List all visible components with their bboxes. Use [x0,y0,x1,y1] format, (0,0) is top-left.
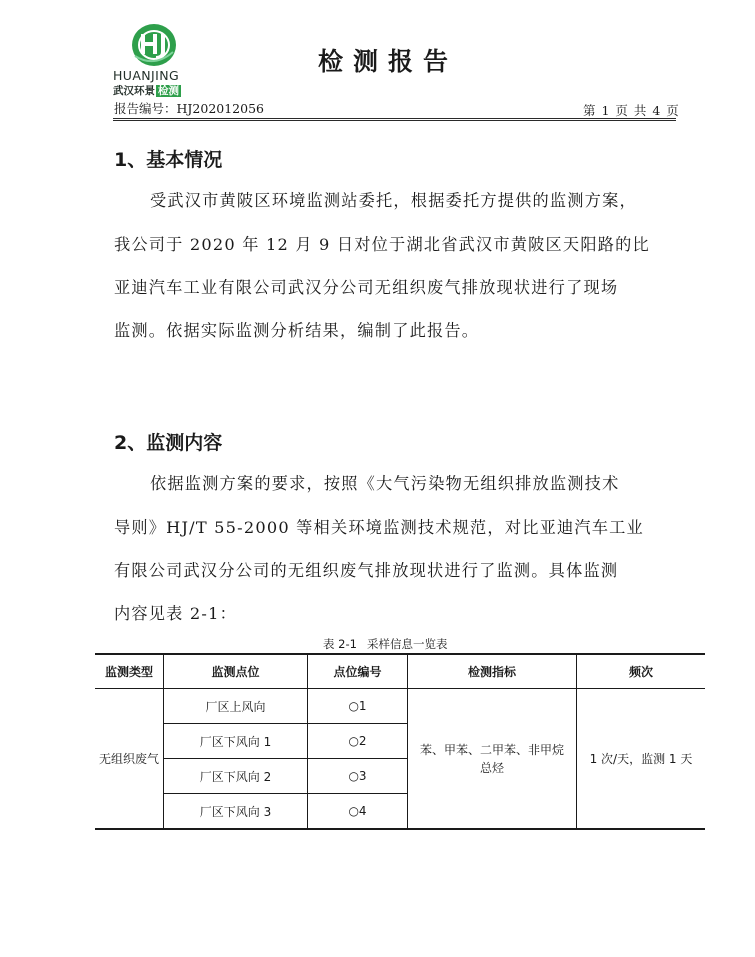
report-number: 报告编号：HJ202012056 [114,101,264,116]
header-divider [113,118,676,119]
table-cell-point: 厂区下风向 3 [199,804,272,819]
table-cell-indicators [408,689,576,828]
table-cell-point: 厂区下风向 1 [199,734,272,749]
table-header-cell: 监测点位 [211,665,260,679]
table-cell-point-code: ○4 [348,804,367,818]
logo-chinese-name [113,83,203,98]
paragraph-line: 受武汉市黄陂区环境监测站委托，根据委托方提供的监测方案， [150,191,637,210]
table-header-cell: 检测指标 [467,665,516,679]
logo-chinese-main: 武汉环景 [113,85,155,97]
hj-logo-icon [129,22,179,68]
section-heading-content: 2、监测内容 [114,432,223,454]
header-divider-second [113,120,676,121]
paragraph-line: 监测。依据实际监测分析结果，编制了此报告。 [114,321,480,340]
table-cell-frequency: 1 次/天，监测 1 天 [589,752,693,766]
section-heading-basic: 1、基本情况 [114,149,223,171]
table-cell-point: 厂区上风向 [205,699,266,714]
table-cell-point-code: ○2 [348,734,367,748]
paragraph-line: 有限公司武汉分公司的无组织废气排放现状进行了监测。具体监测 [114,561,619,580]
table-cell-point: 厂区下风向 2 [199,769,272,784]
company-logo [113,22,201,98]
table-caption-number: 表 2-1 [323,637,357,651]
table-cell-point-code: ○1 [348,699,367,713]
logo-chinese-accent: 检测 [158,85,179,97]
table-caption-title: 采样信息一览表 [366,637,448,651]
table-caption [323,636,447,652]
paragraph-line: 导则》HJ/T 55-2000 等相关环境监测技术规范，对比亚迪汽车工业 [114,518,644,537]
table-header-cell: 频次 [628,665,653,679]
paragraph-line: 依据监测方案的要求，按照《大气污染物无组织排放监测技术 [150,474,620,493]
table-cell-point-code: ○3 [348,769,367,783]
indicator-line: 苯、甲苯、二甲苯、非甲烷 [419,742,564,757]
table-header-cell: 点位编号 [333,665,382,679]
logo-english-name: HUANJING [113,68,180,83]
paragraph-line: 我公司于 2020 年 12 月 9 日对位于湖北省武汉市黄陂区天阳路的比 [114,235,650,254]
paragraph-line: 内容见表 2-1： [114,604,237,623]
table-header-cell: 监测类型 [104,665,153,679]
page-number: 第 1 页 共 4 页 [583,103,679,118]
indicator-line: 总烃 [479,760,504,775]
document-title: 检测报告 [318,47,459,76]
table-cell-monitoring-type: 无组织废气 [98,752,159,766]
paragraph-line: 亚迪汽车工业有限公司武汉分公司无组织废气排放现状进行了现场 [114,278,619,297]
table-border-bottom [95,828,705,830]
